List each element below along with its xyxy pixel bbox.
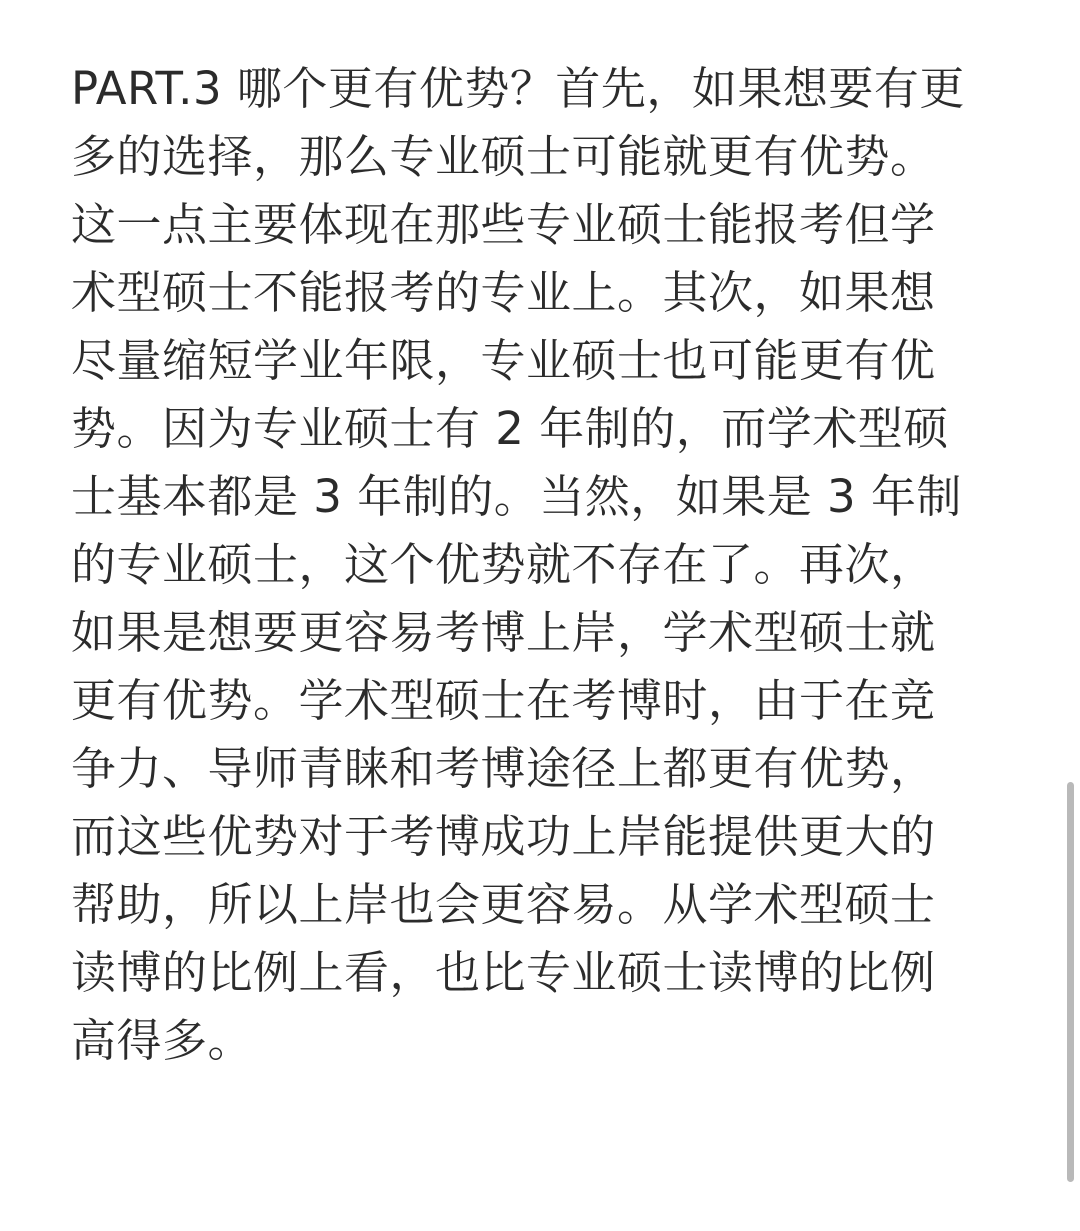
article-line: 如果是想要更容易考博上岸，学术型硕士就	[71, 606, 936, 659]
article-line: 读博的比例上看，也比专业硕士读博的比例	[71, 946, 936, 999]
article-line: PART.3 哪个更有优势？首先，如果想要有更	[71, 62, 965, 115]
article-line: 更有优势。学术型硕士在考博时，由于在竞	[71, 674, 936, 727]
article-line: 的专业硕士，这个优势就不存在了。再次，	[71, 538, 936, 591]
article-line: 争力、导师青睐和考博途径上都更有优势，	[71, 742, 936, 795]
article-line: 而这些优势对于考博成功上岸能提供更大的	[71, 810, 936, 863]
vertical-scrollbar[interactable]	[1067, 782, 1074, 1182]
article-body	[71, 55, 1011, 1075]
article-line: 尽量缩短学业年限，专业硕士也可能更有优	[71, 334, 936, 387]
article-line: 士基本都是 3 年制的。当然，如果是 3 年制	[71, 470, 962, 523]
article-line: 术型硕士不能报考的专业上。其次，如果想	[71, 266, 936, 319]
article-line: 帮助，所以上岸也会更容易。从学术型硕士	[71, 878, 936, 931]
article-line: 势。因为专业硕士有 2 年制的，而学术型硕	[71, 402, 949, 455]
article-line: 这一点主要体现在那些专业硕士能报考但学	[71, 198, 936, 251]
article-line: 多的选择，那么专业硕士可能就更有优势。	[71, 130, 936, 183]
article-line: 高得多。	[71, 1014, 254, 1067]
